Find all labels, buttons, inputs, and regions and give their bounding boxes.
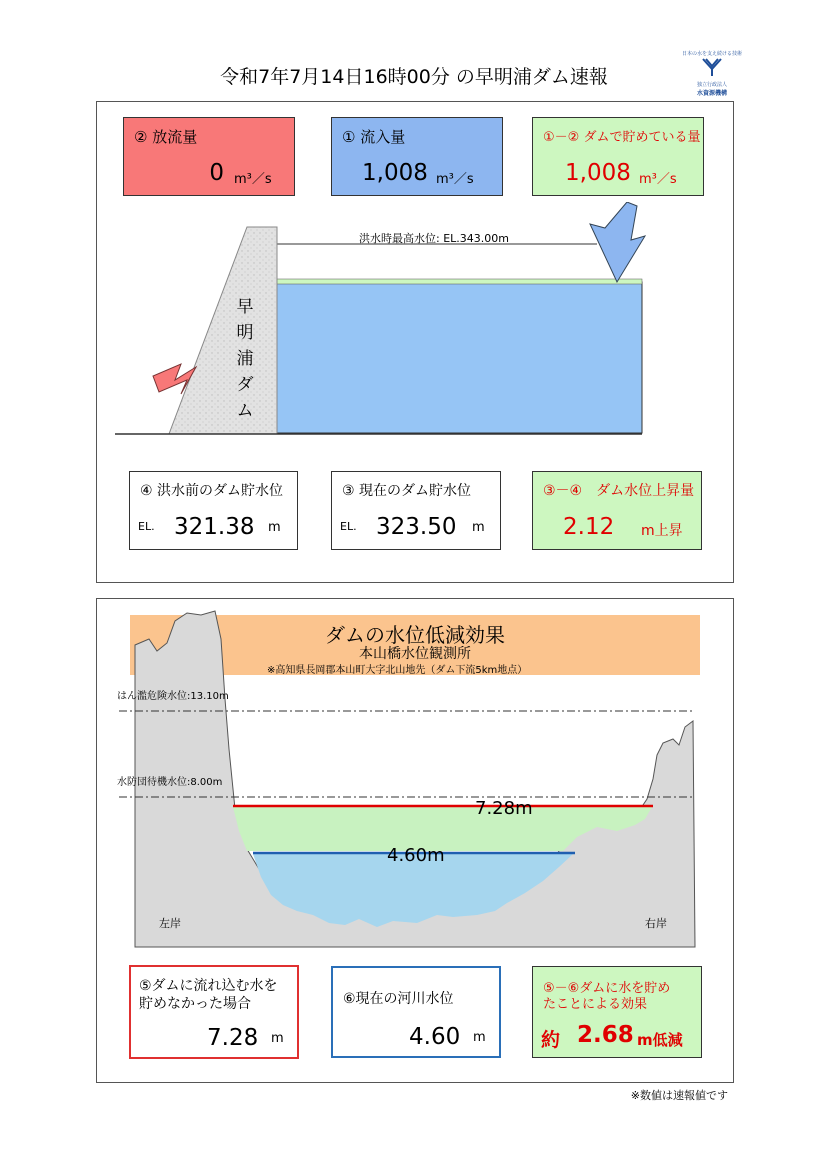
dam-name-char: 明 <box>236 323 254 343</box>
dam-name-char: 浦 <box>236 349 254 369</box>
current-river-label: ⑥現在の河川水位 <box>343 991 454 1007</box>
current-level-unit: m <box>472 520 485 535</box>
logo-name: 水資源機構 <box>696 90 727 97</box>
inflow-box <box>331 117 503 196</box>
reservoir-rise-band <box>277 279 642 284</box>
danger-level-label: はん濫危険水位:13.10m <box>117 691 229 702</box>
storage-label: ①－② ダムで貯めている量 <box>543 130 701 145</box>
dam-name-char: 早 <box>236 297 254 317</box>
release-unit: m³／s <box>234 172 272 187</box>
right-bank-label: 右岸 <box>645 917 667 930</box>
effect-label-line2: たことによる効果 <box>543 997 648 1012</box>
before-level-unit: m <box>268 520 281 535</box>
release-label: ② 放流量 <box>134 128 198 146</box>
flood-level-label: 洪水時最高水位: EL.343.00m <box>359 232 509 245</box>
current-level-value: 323.50 <box>376 514 457 540</box>
effect-prefix: 約 <box>541 1029 561 1051</box>
effect-box <box>532 966 702 1058</box>
page-title: 令和7年7月14日16時00分 の早明浦ダム速報 <box>220 66 608 88</box>
footnote: ※数値は速報値です <box>630 1089 728 1102</box>
effect-unit: m低減 <box>637 1031 683 1049</box>
standby-level-label: 水防団待機水位:8.00m <box>117 777 223 788</box>
inflow-value: 1,008 <box>362 160 428 186</box>
current-level-prefix: EL. <box>340 520 357 533</box>
without-dam-label-line2: 貯めなかった場合 <box>139 996 251 1012</box>
dam-name-char: ダ <box>236 375 254 395</box>
effect-title: ダムの水位低減効果 <box>325 623 505 647</box>
before-level-label: ④ 洪水前のダム貯水位 <box>140 483 284 499</box>
logo-legal-form: 独立行政法人 <box>696 82 727 88</box>
storage-box <box>532 117 704 196</box>
dam-name <box>233 294 257 424</box>
before-level-value: 321.38 <box>174 514 255 540</box>
release-value: 0 <box>209 160 224 186</box>
dam-body <box>169 227 277 434</box>
left-bank-label: 左岸 <box>159 917 181 930</box>
logo-tagline: 日本の水を支え続ける技術 <box>682 51 743 57</box>
without-dam-label-line1: ⑤ダムに流れ込む水を <box>139 978 278 994</box>
current-level-box <box>331 471 501 550</box>
effect-subtitle: 本山橋水位観測所 <box>359 646 471 662</box>
effect-label-line1: ⑤－⑥ダムに水を貯め <box>543 981 671 996</box>
without-dam-value: 7.28 <box>207 1025 259 1051</box>
rise-value: 2.12 <box>563 514 615 540</box>
release-box <box>123 117 295 196</box>
water-level-effect-panel <box>96 598 734 1083</box>
current-river-box <box>331 966 501 1058</box>
current-level-label: 4.60m <box>387 845 445 866</box>
rise-box <box>532 471 702 550</box>
inflow-arrow-icon <box>590 202 645 282</box>
effect-location-note: ※高知県長岡郡本山町大字北山地先（ダム下流5km地点） <box>267 665 528 676</box>
before-level-box <box>129 471 298 550</box>
inflow-label: ① 流入量 <box>342 128 406 146</box>
water-agency-mark-icon <box>701 57 723 77</box>
without-dam-box <box>129 965 299 1059</box>
current-river-unit: m <box>473 1030 486 1045</box>
without-dam-level-label: 7.28m <box>475 798 533 819</box>
rise-unit: m上昇 <box>641 523 683 539</box>
effect-value: 2.68 <box>577 1022 634 1048</box>
dam-name-char: ム <box>236 401 254 421</box>
dam-status-panel <box>96 101 734 583</box>
current-level-label: ③ 現在のダム貯水位 <box>342 483 472 499</box>
without-dam-unit: m <box>271 1031 284 1046</box>
reservoir-water <box>277 282 642 433</box>
storage-unit: m³／s <box>639 172 677 187</box>
before-level-prefix: EL. <box>138 520 155 533</box>
inflow-unit: m³／s <box>436 172 474 187</box>
storage-value: 1,008 <box>565 160 631 186</box>
rise-label: ③－④ ダム水位上昇量 <box>543 483 695 499</box>
current-river-value: 4.60 <box>409 1024 461 1050</box>
organization-logo <box>682 50 742 100</box>
